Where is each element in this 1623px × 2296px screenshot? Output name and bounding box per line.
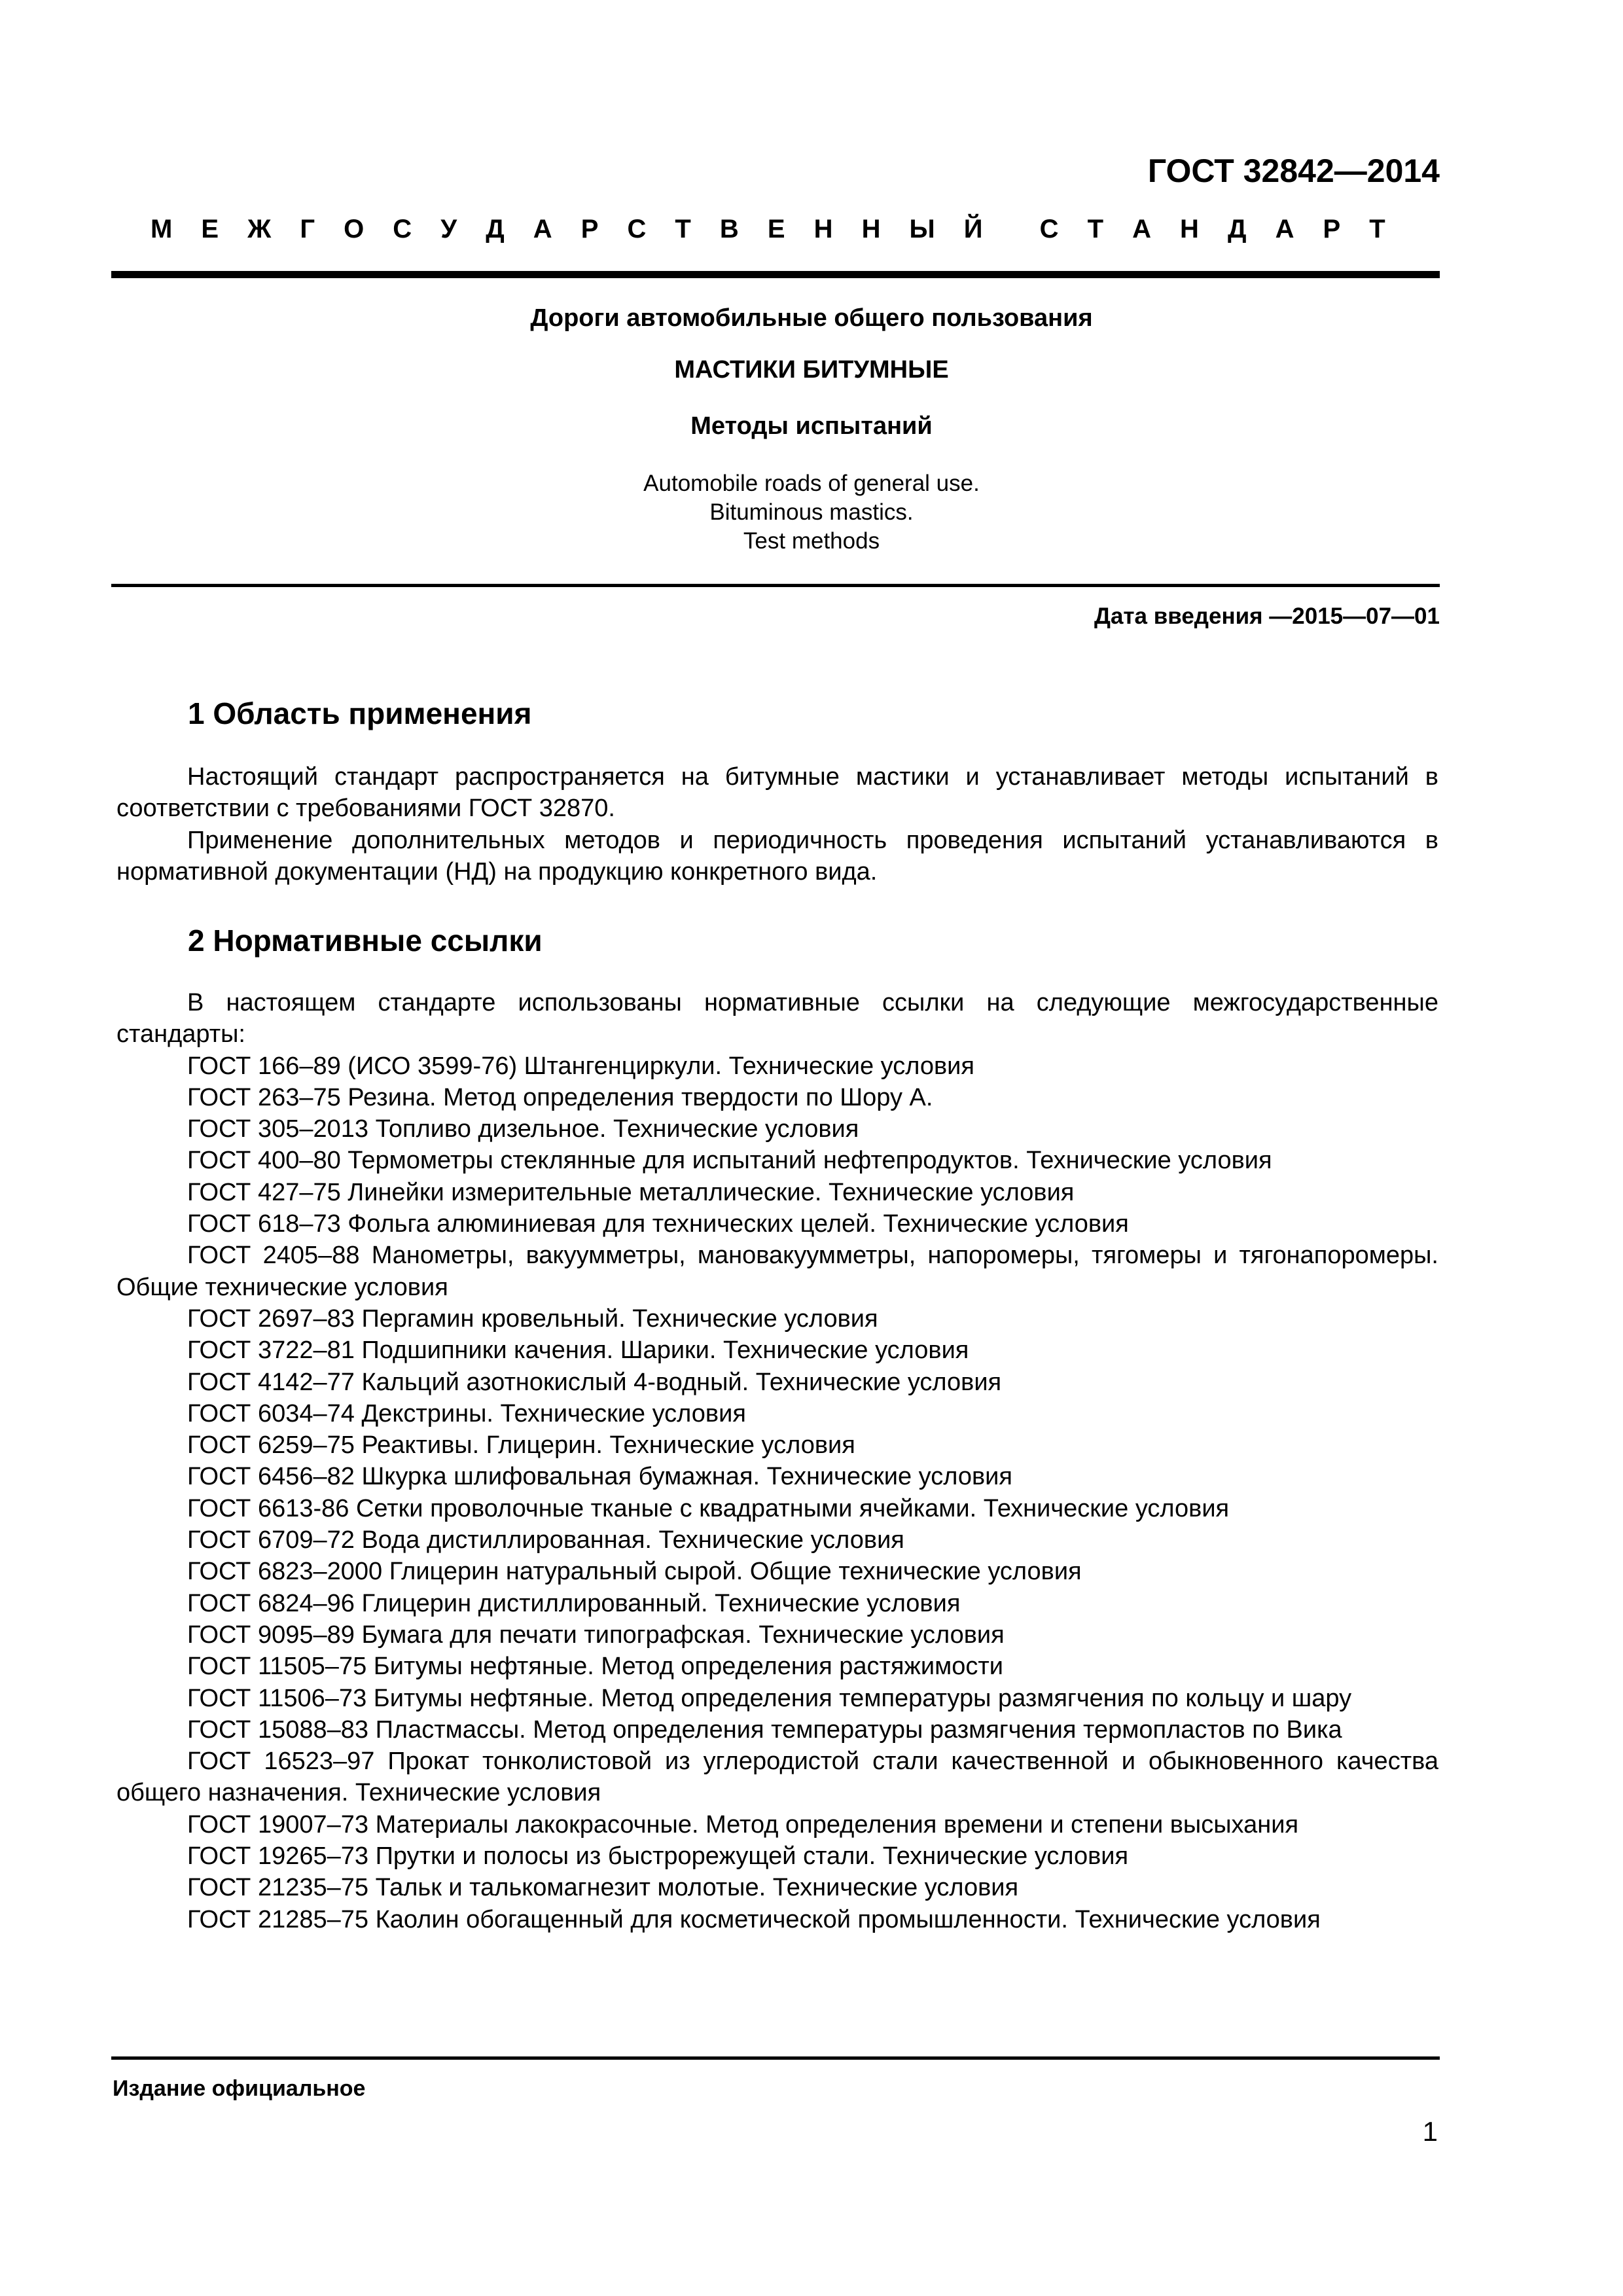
title-mastics: МАСТИКИ БИТУМНЫЕ bbox=[674, 356, 949, 384]
title-divider bbox=[111, 584, 1440, 587]
banner-letter: А bbox=[1275, 215, 1295, 243]
english-title-line: Test methods bbox=[743, 528, 880, 554]
reference-item: ГОСТ 19007–73 Материалы лакокрасочные. Метод определения времени и степени высыхания bbox=[187, 1810, 1299, 1839]
paragraph: В настоящем стандарте использованы нормативные ссылки на следующие межгосударственные стандарты: bbox=[116, 989, 1438, 1049]
reference-item: ГОСТ 618–73 Фольга алюминиевая для технических целей. Технические условия bbox=[187, 1210, 1129, 1238]
section-1-body bbox=[116, 761, 1438, 888]
page-number: 1 bbox=[1422, 2116, 1438, 2147]
banner-letter: А bbox=[1132, 215, 1152, 243]
reference-item: ГОСТ 400–80 Термометры стеклянные для испытаний нефтепродуктов. Технические условия bbox=[187, 1147, 1272, 1175]
english-title-line: Automobile roads of general use. bbox=[643, 471, 980, 496]
reference-item: ГОСТ 6259–75 Реактивы. Глицерин. Технические условия bbox=[187, 1431, 855, 1460]
banner-letter: Ы bbox=[909, 215, 936, 243]
reference-item: ГОСТ 427–75 Линейки измерительные металлические. Технические условия bbox=[187, 1178, 1075, 1206]
reference-item: ГОСТ 4142–77 Кальций азотнокислый 4-водный. Технические условия bbox=[187, 1368, 1002, 1396]
reference-item: ГОСТ 11506–73 Битумы нефтяные. Метод определения температуры размягчения по кольцу и шару bbox=[187, 1684, 1352, 1712]
banner-letter: Р bbox=[1323, 215, 1342, 243]
banner-letter: Т bbox=[675, 215, 692, 243]
reference-item: ГОСТ 6456–82 Шкурка шлифовальная бумажная. Технические условия bbox=[187, 1463, 1012, 1491]
section-2-body bbox=[116, 987, 1438, 1935]
banner-letter: Н bbox=[861, 215, 882, 243]
official-edition: Издание официальное bbox=[113, 2076, 366, 2101]
banner-letter: С bbox=[1039, 215, 1060, 243]
reference-item: ГОСТ 16523–97 Прокат тонколистовой из углеродистой стали качественной и обыкновенного качества общего назначения. Технические условия bbox=[116, 1748, 1438, 1807]
banner-letter: С bbox=[627, 215, 647, 243]
banner-letter: Н bbox=[813, 215, 834, 243]
title-roads: Дороги автомобильные общего пользования bbox=[530, 304, 1093, 332]
banner-letter: А bbox=[533, 215, 553, 243]
reference-item: ГОСТ 263–75 Резина. Метод определения твердости по Шору А. bbox=[187, 1083, 933, 1111]
footer-divider bbox=[111, 2056, 1440, 2060]
reference-item: ГОСТ 6034–74 Декстрины. Технические условия bbox=[187, 1399, 746, 1427]
banner-letter: Д bbox=[486, 215, 505, 243]
reference-item: ГОСТ 2697–83 Пергамин кровельный. Технические условия bbox=[187, 1304, 878, 1333]
header-divider bbox=[111, 271, 1440, 278]
interstate-standard-banner bbox=[151, 215, 1386, 244]
reference-item: ГОСТ 21235–75 Тальк и талькомагнезит молотые. Технические условия bbox=[187, 1874, 1019, 1902]
reference-item: ГОСТ 19265–73 Прутки и полосы из быстрорежущей стали. Технические условия bbox=[187, 1842, 1129, 1871]
reference-item: ГОСТ 6613-86 Сетки проволочные тканые с квадратными ячейками. Технические условия bbox=[187, 1494, 1230, 1522]
reference-item: ГОСТ 11505–75 Битумы нефтяные. Метод определения растяжимости bbox=[187, 1653, 1003, 1681]
banner-letter: Ж bbox=[247, 215, 272, 243]
section-2-heading: 2 Нормативные ссылки bbox=[188, 924, 543, 958]
banner-letter: Н bbox=[1180, 215, 1200, 243]
reference-item: ГОСТ 6709–72 Вода дистиллированная. Технические условия bbox=[187, 1526, 904, 1554]
banner-letter: Р bbox=[580, 215, 599, 243]
banner-letter: М bbox=[151, 215, 173, 243]
banner-letter: Г bbox=[300, 215, 316, 243]
title-test-methods: Методы испытаний bbox=[690, 412, 933, 440]
english-title bbox=[0, 469, 1623, 556]
reference-item: ГОСТ 15088–83 Пластмассы. Метод определения температуры размягчения термопластов по Вика bbox=[187, 1715, 1342, 1744]
gost-number: ГОСТ 32842—2014 bbox=[1147, 152, 1440, 189]
banner-letter: О bbox=[344, 215, 365, 243]
paragraph: Настоящий стандарт распространяется на битумные мастики и устанавливает методы испытаний в соответствии с требованиями ГОСТ 32870. bbox=[116, 763, 1438, 823]
banner-letter: С bbox=[393, 215, 413, 243]
reference-item: ГОСТ 3722–81 Подшипники качения. Шарики. Технические условия bbox=[187, 1336, 969, 1365]
reference-item: ГОСТ 305–2013 Топливо дизельное. Технические условия bbox=[187, 1115, 859, 1143]
banner-letter: Й bbox=[963, 215, 984, 243]
banner-letter: Е bbox=[201, 215, 220, 243]
banner-letter: Д bbox=[1228, 215, 1247, 243]
introduction-date: Дата введения —2015—07—01 bbox=[1094, 603, 1440, 629]
reference-item: ГОСТ 166–89 (ИСО 3599-76) Штангенциркули. Технические условия bbox=[187, 1052, 974, 1080]
english-title-line: Bituminous mastics. bbox=[709, 499, 914, 525]
banner-letter: Е bbox=[767, 215, 786, 243]
banner-letter: Т bbox=[1369, 215, 1386, 243]
section-1-heading: 1 Область применения bbox=[188, 696, 532, 730]
reference-item: ГОСТ 2405–88 Манометры, вакуумметры, мановакуумметры, напоромеры, тягомеры и тягонапоромеры. Общие технические условия bbox=[116, 1242, 1438, 1301]
banner-letter: В bbox=[719, 215, 740, 243]
reference-item: ГОСТ 6823–2000 Глицерин натуральный сырой. Общие технические условия bbox=[187, 1558, 1082, 1586]
reference-item: ГОСТ 6824–96 Глицерин дистиллированный. Технические условия bbox=[187, 1589, 961, 1617]
banner-letter: Т bbox=[1087, 215, 1105, 243]
reference-item: ГОСТ 21285–75 Каолин обогащенный для косметической промышленности. Технические условия bbox=[187, 1905, 1321, 1933]
paragraph: Применение дополнительных методов и периодичность проведения испытаний устанавливаются в нормативной документации (НД) на продукцию конкретного вида. bbox=[116, 826, 1438, 886]
banner-letter: У bbox=[440, 215, 458, 243]
reference-item: ГОСТ 9095–89 Бумага для печати типографская. Технические условия bbox=[187, 1621, 1005, 1649]
